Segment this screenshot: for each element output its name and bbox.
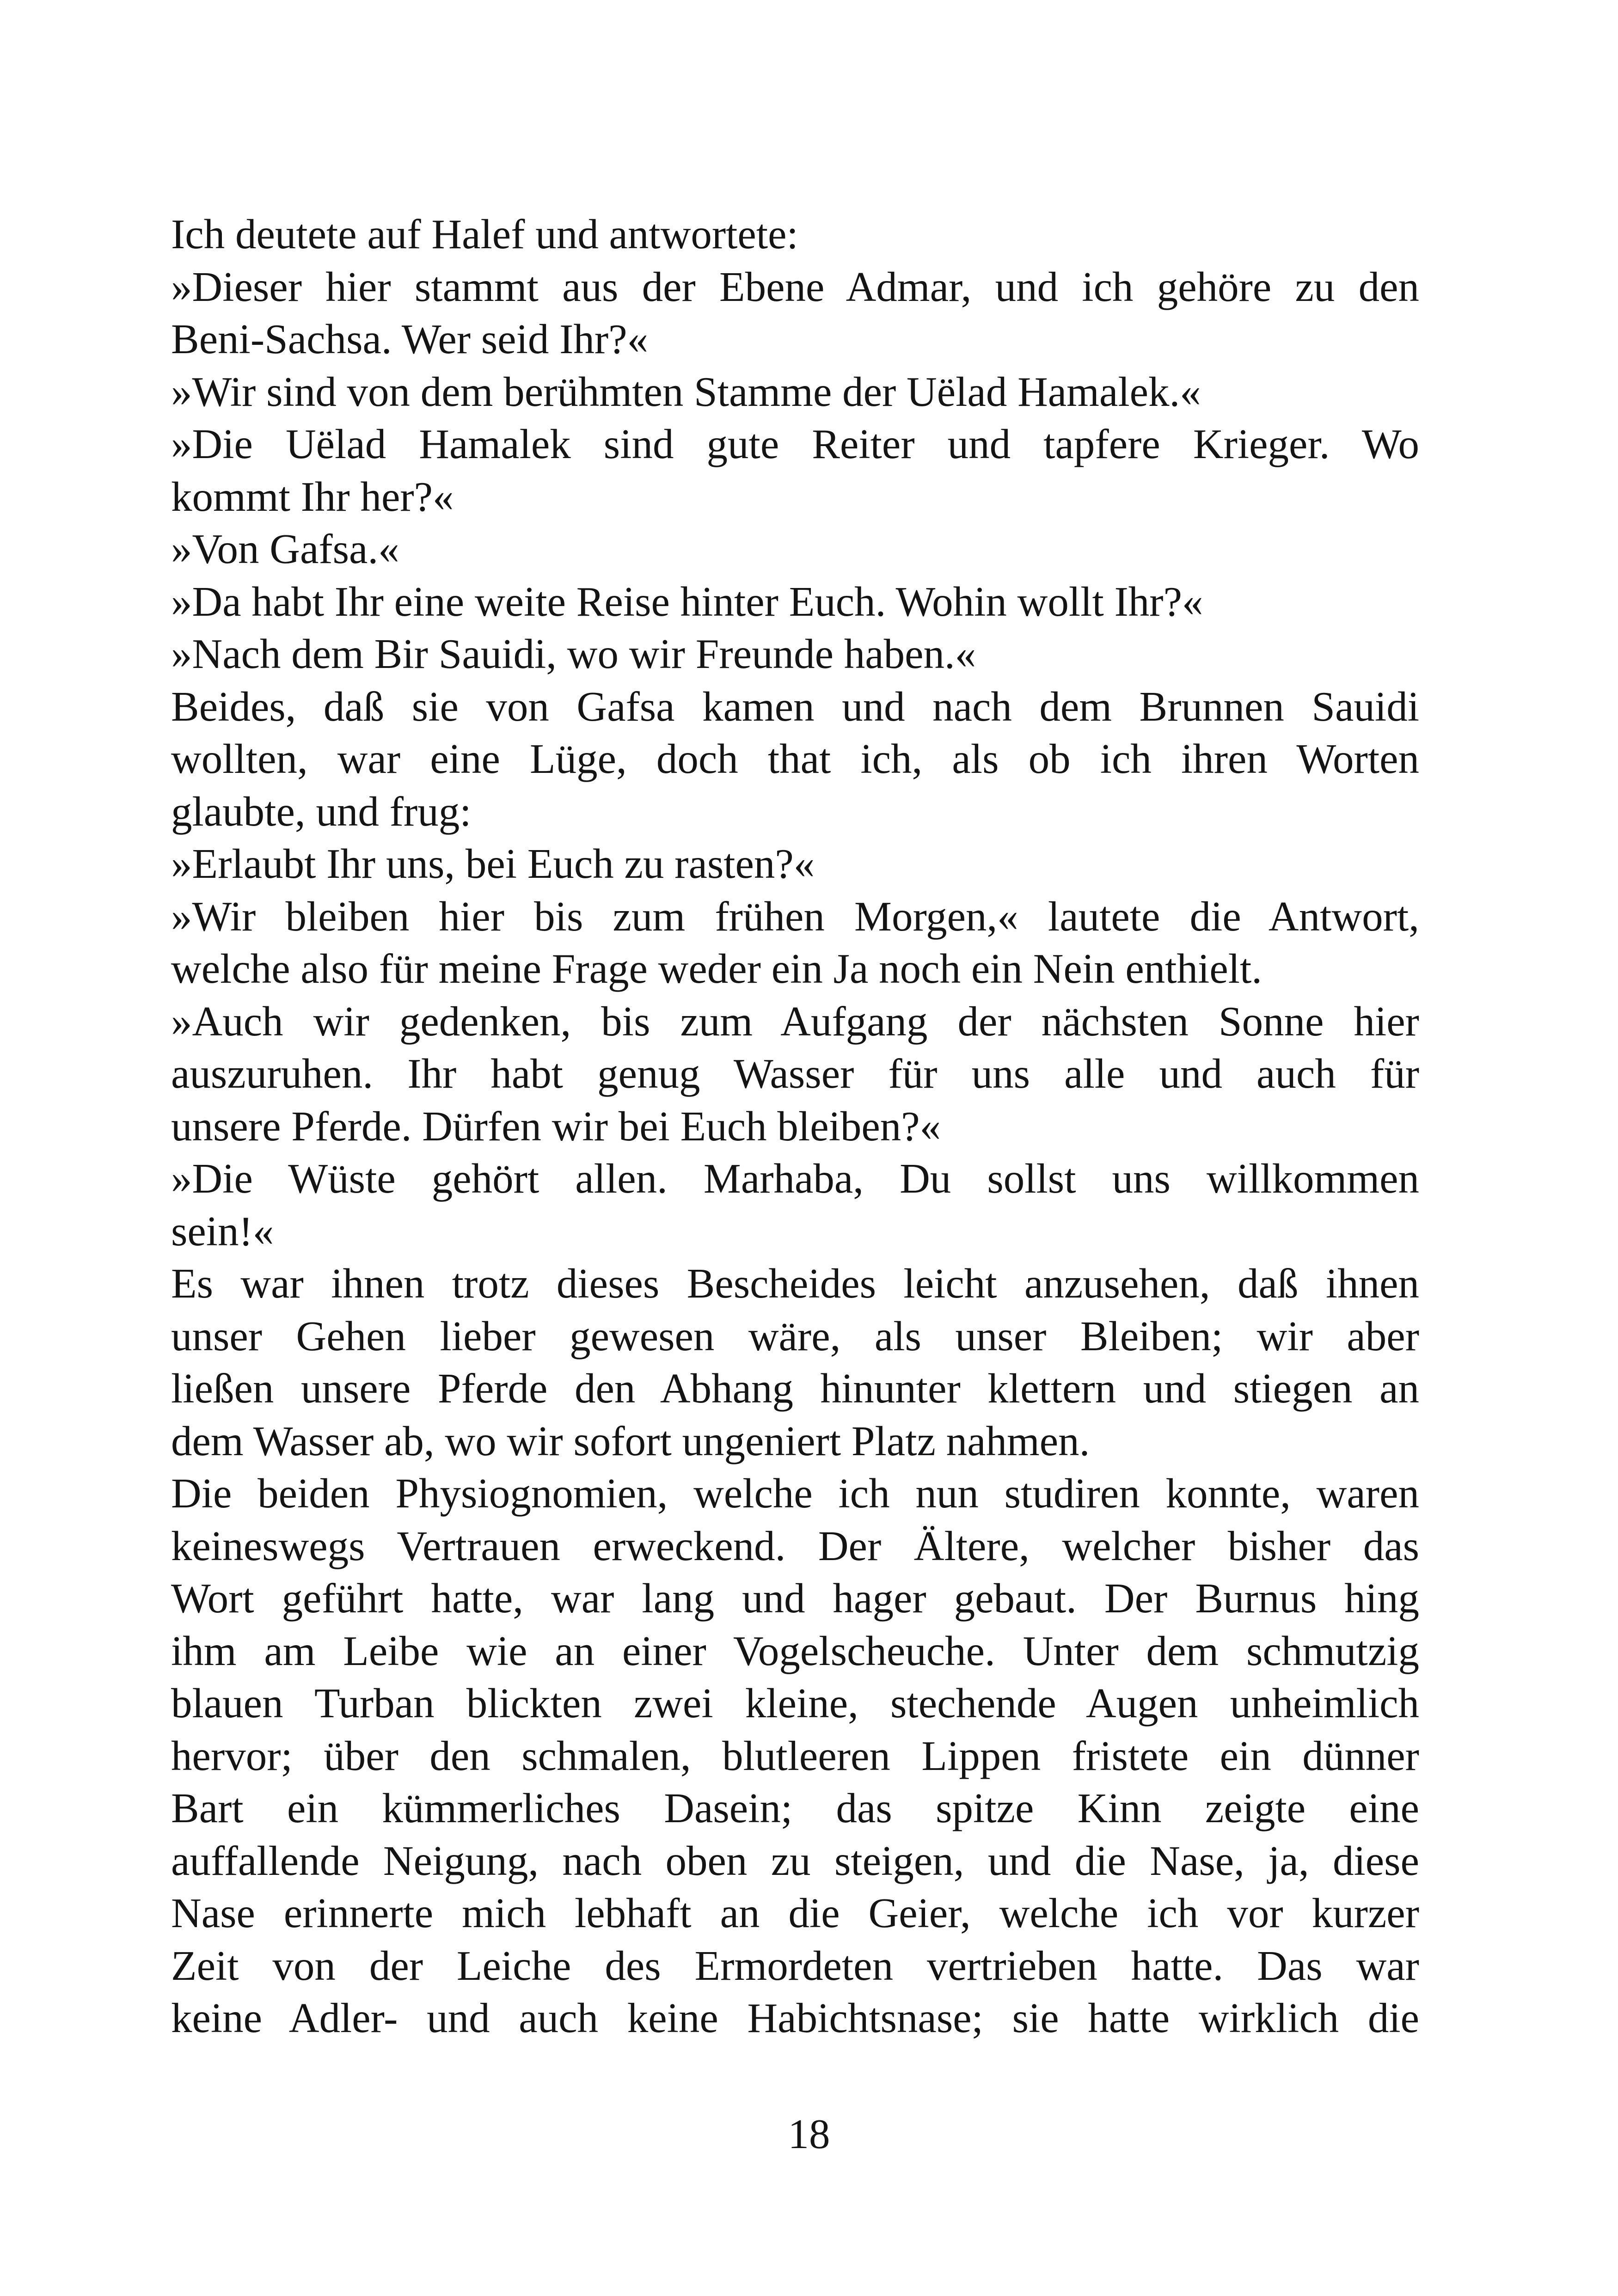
text-line: unsere Pferde. Dürfen wir bei Euch bleiben?«: [171, 1102, 941, 1150]
text-line: »Die Uëlad Hamalek sind gute Reiter und tapfere Krieger. Wo: [171, 421, 1419, 467]
text-line: »Dieser hier stammt aus der Ebene Admar, und ich gehöre zu den: [171, 263, 1419, 310]
text-line: Wort geführt hatte, war lang und hager gebaut. Der Burnus hing: [171, 1575, 1419, 1622]
text-line: auffallende Neigung, nach oben zu steigen, und die Nase, ja, diese: [171, 1837, 1419, 1884]
text-line: »Die Wüste gehört allen. Marhaba, Du sollst uns willkommen: [171, 1155, 1419, 1202]
text-line: »Wir bleiben hier bis zum frühen Morgen,« lautete die Antwort,: [171, 893, 1419, 940]
text-line: Bart ein kümmerliches Dasein; das spitze Kinn zeigte eine: [171, 1785, 1419, 1831]
text-line: Beni-Sachsa. Wer seid Ihr?«: [171, 316, 649, 362]
text-line: wollten, war eine Lüge, doch that ich, als ob ich ihren Worten: [171, 735, 1419, 782]
text-line: Zeit von der Leiche des Ermordeten vertrieben hatte. Das war: [171, 1942, 1419, 1989]
text-line: ihm am Leibe wie an einer Vogelscheuche. Unter dem schmutzig: [171, 1627, 1419, 1674]
text-line: dem Wasser ab, wo wir sofort ungeniert Platz nahmen.: [171, 1417, 1090, 1464]
text-line: Die beiden Physiognomien, welche ich nun studiren konnte, waren: [171, 1470, 1419, 1517]
text-line: keineswegs Vertrauen erweckend. Der Ältere, welcher bisher das: [171, 1522, 1419, 1569]
text-line: »Da habt Ihr eine weite Reise hinter Euch. Wohin wollt Ihr?«: [171, 578, 1203, 625]
text-line: Beides, daß sie von Gafsa kamen und nach dem Brunnen Sauidi: [171, 683, 1419, 730]
text-line: auszuruhen. Ihr habt genug Wasser für uns alle und auch für: [171, 1050, 1419, 1097]
text-line: »Von Gafsa.«: [171, 526, 399, 572]
text-line: blauen Turban blickten zwei kleine, stechende Augen unheimlich: [171, 1680, 1419, 1727]
text-line: sein!«: [171, 1207, 274, 1255]
text-line: Nase erinnerte mich lebhaft an die Geier, welche ich vor kurzer: [171, 1890, 1419, 1936]
text-line: keine Adler- und auch keine Habichtsnase; sie hatte wirklich die: [171, 1995, 1419, 2041]
text-line: »Nach dem Bir Sauidi, wo wir Freunde haben.«: [171, 631, 976, 677]
body-text: [171, 208, 1419, 2045]
text-line: unser Gehen lieber gewesen wäre, als unser Bleiben; wir aber: [171, 1312, 1419, 1359]
text-line: »Wir sind von dem berühmten Stamme der Uëlad Hamalek.«: [171, 368, 1201, 415]
text-line: »Auch wir gedenken, bis zum Aufgang der nächsten Sonne hier: [171, 998, 1419, 1045]
text-line: ließen unsere Pferde den Abhang hinunter klettern und stiegen an: [171, 1365, 1419, 1412]
text-line: welche also für meine Frage weder ein Ja noch ein Nein enthielt.: [171, 945, 1263, 992]
text-line: Es war ihnen trotz dieses Bescheides leicht anzusehen, daß ihnen: [171, 1260, 1419, 1307]
text-line: hervor; über den schmalen, blutleeren Lippen fristete ein dünner: [171, 1732, 1419, 1779]
text-line: »Erlaubt Ihr uns, bei Euch zu rasten?«: [171, 840, 815, 887]
text-line: glaubte, und frug:: [171, 788, 472, 835]
page-number: 18: [788, 2111, 830, 2157]
text-line: kommt Ihr her?«: [171, 473, 454, 520]
text-line: Ich deutete auf Halef und antwortete:: [171, 211, 798, 257]
